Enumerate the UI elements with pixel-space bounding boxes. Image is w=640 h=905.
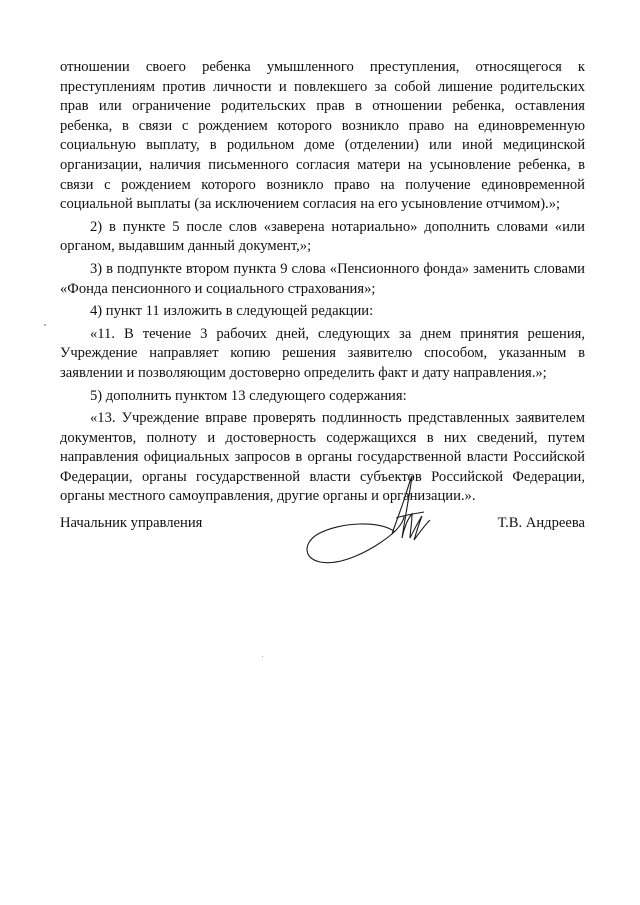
paragraph-point-11-text: «11. В течение 3 рабочих дней, следующих за днем принятия решения, Учреждение направляет копию решения заявителю способом, указанным в заявлении и позволяющим достоверно определить факт и дату направления.»; bbox=[60, 325, 585, 381]
handwritten-signature bbox=[300, 472, 450, 572]
scan-speck bbox=[262, 656, 263, 657]
signer-name: Т.В. Андреева bbox=[497, 515, 585, 531]
paragraph-item-3: 3) в подпункте втором пункта 9 слова «Пенсионного фонда» заменить словами «Фонда пенсионного и социального страхования»; bbox=[60, 260, 585, 297]
scan-speck bbox=[44, 324, 46, 326]
paragraph-continuation: отношении своего ребенка умышленного преступления, относящегося к преступлениям против личности и повлекшего за собой лишение родительских прав или ограничение родительских прав в отношении ребенка, оставления ребенка, в связи с рождением которого возникло право на единовременную социальную выплату, в родильном доме (отделении) или иной медицинской организации, наличия письменного согласия матери на усыновление ребенка, в связи с рождением которого возникло право на получение единовременной социальной выплаты (за исключением согласия на его усыновление отчимом).»; bbox=[60, 59, 585, 213]
paragraph-item-5: 5) дополнить пунктом 13 следующего содержания: bbox=[90, 387, 407, 404]
document-body bbox=[60, 58, 585, 510]
paragraph-item-2: 2) в пункте 5 после слов «заверена нотариально» дополнить словами «или органом, выдавшим данный документ,»; bbox=[60, 218, 585, 255]
position-title: Начальник управления bbox=[60, 515, 203, 531]
paragraph-item-4: 4) пункт 11 изложить в следующей редакции: bbox=[90, 303, 374, 320]
paragraph-point-13-text: «13. Учреждение вправе проверять подлинность представленных заявителем документов, полноту и достоверность содержащихся в них сведений, путем направления официальных запросов в органы государственной власти Российской Федерации, органы государственной власти субъектов Российской Федерации, органы местного самоуправления, другие органы и организации.». bbox=[60, 410, 585, 505]
